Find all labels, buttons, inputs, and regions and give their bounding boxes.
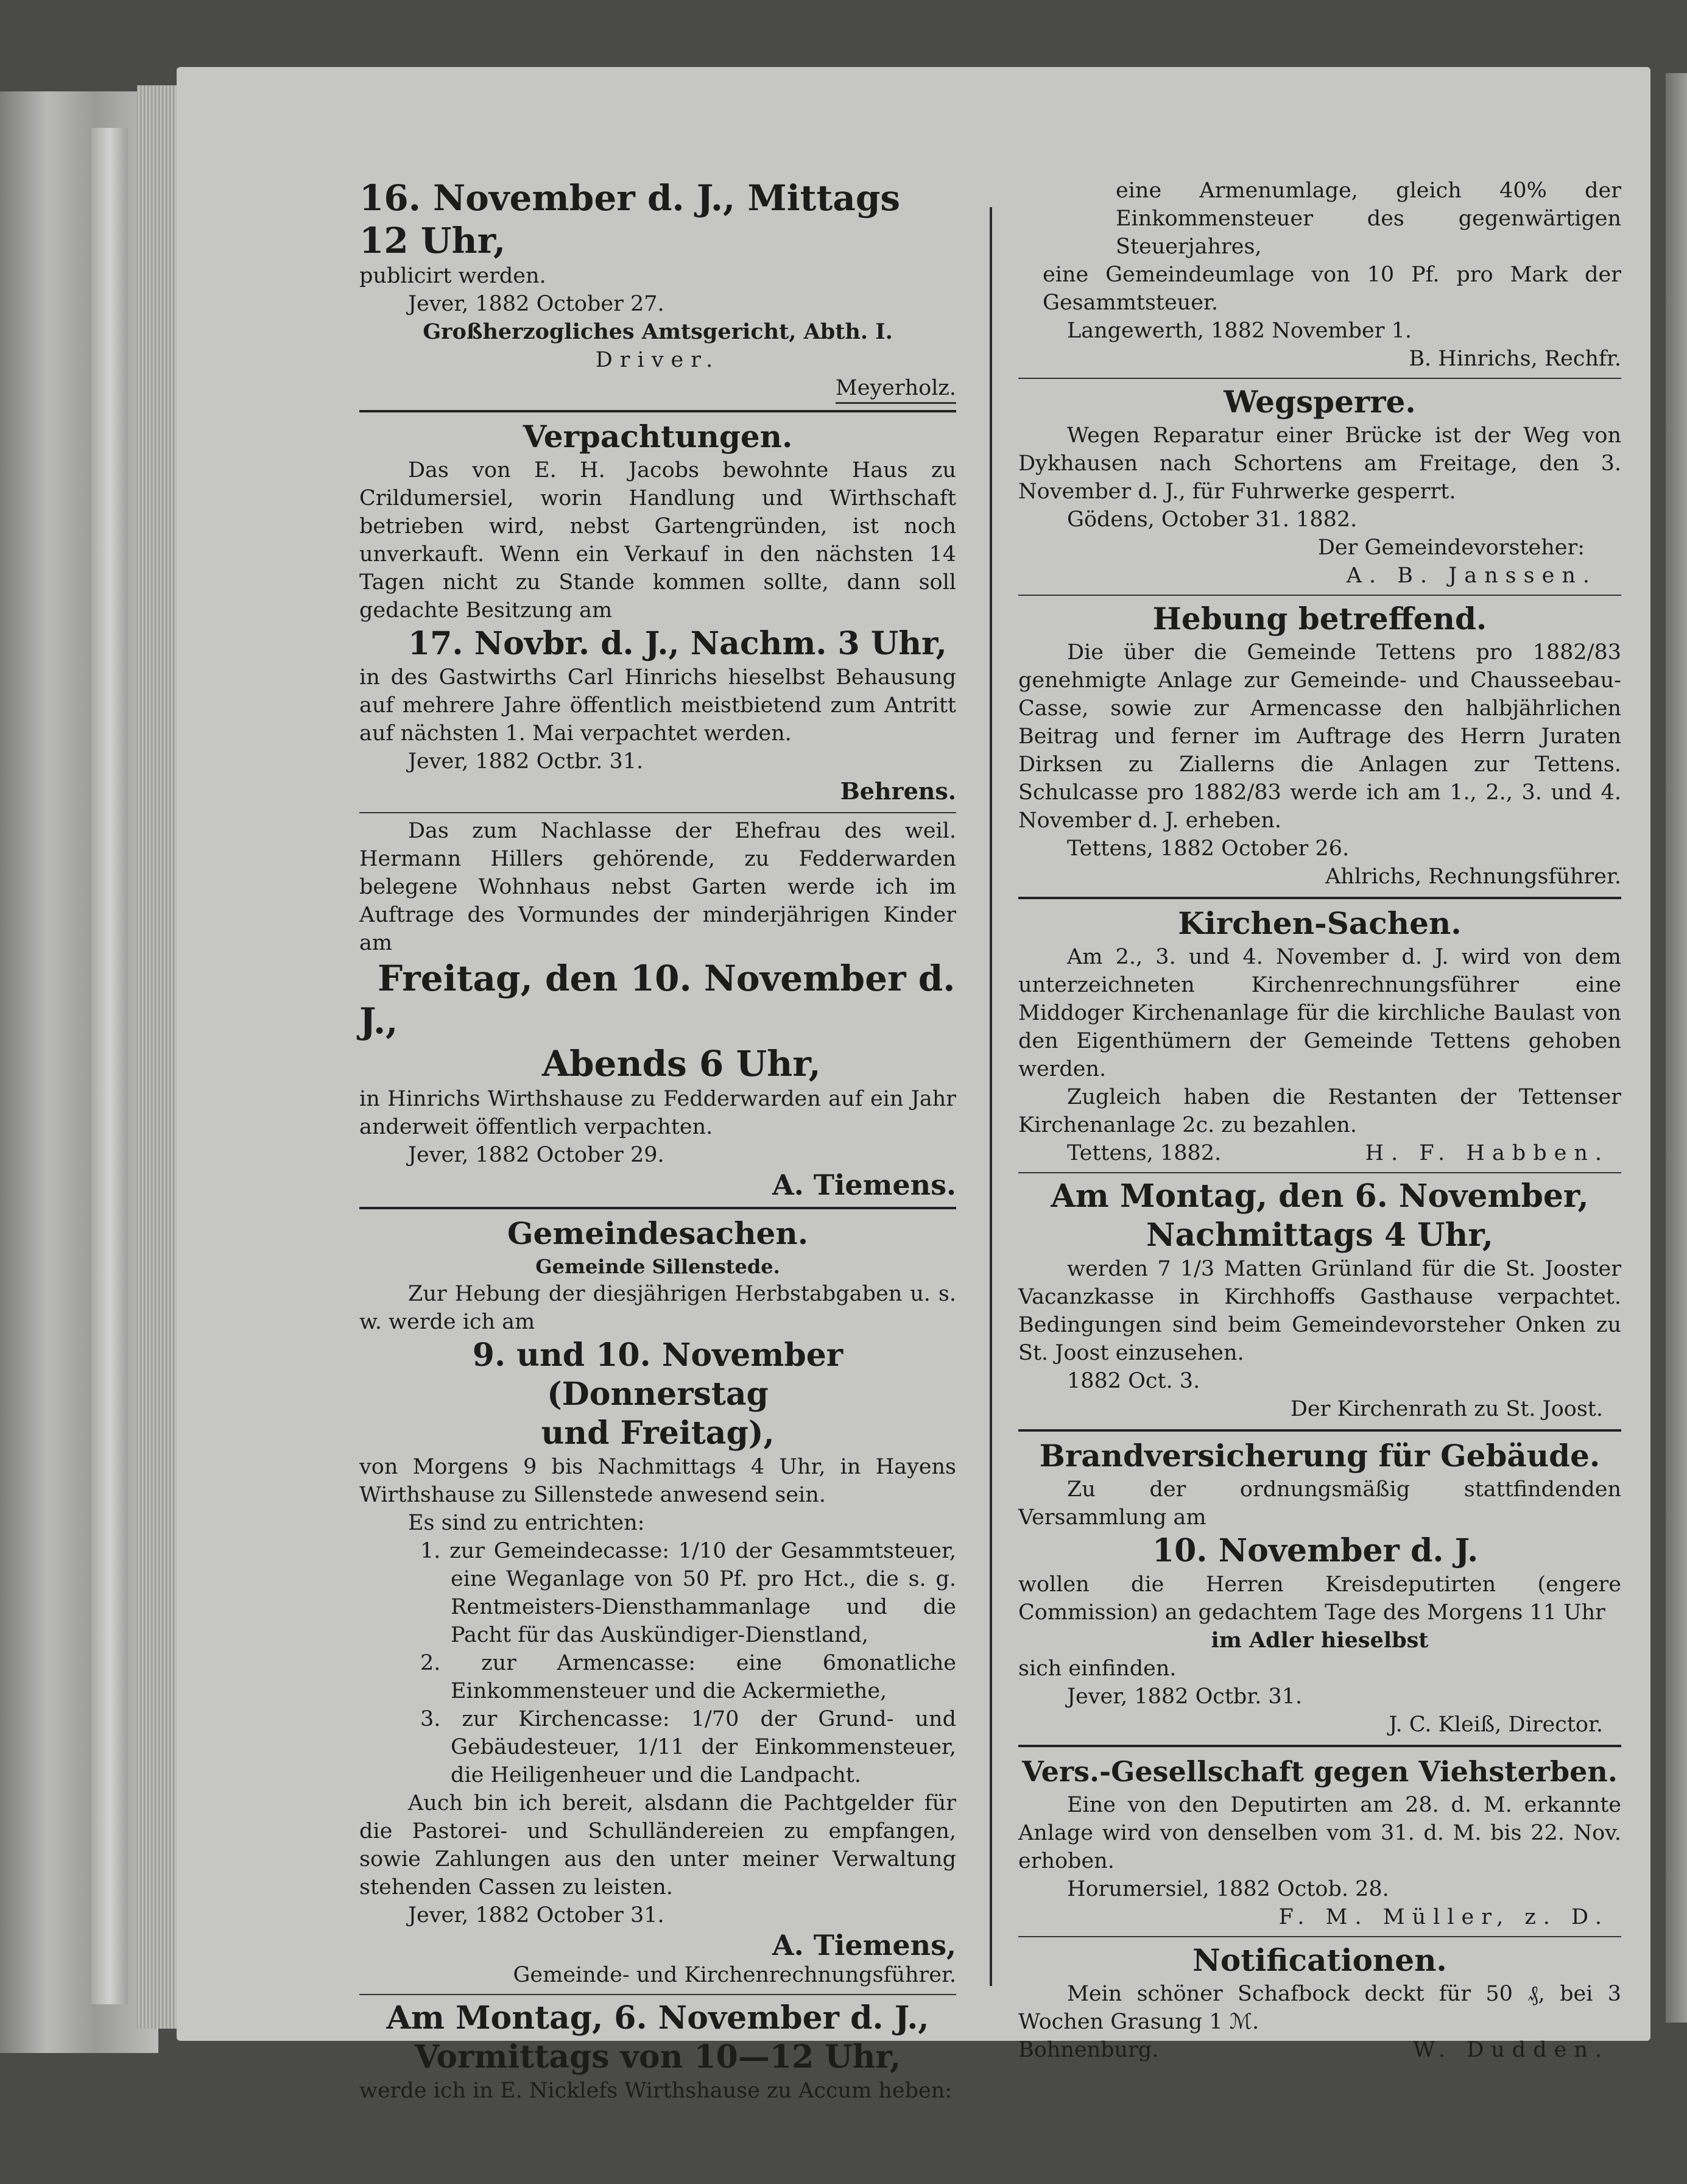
notice-signature: J. C. Kleiß, Director.: [1389, 1712, 1603, 1737]
notice-date-headline: und Freitag),: [541, 1415, 775, 1452]
notice-text: Zur Hebung der diesjährigen Herbstabgaben u. s. w. werde ich am: [359, 1282, 956, 1334]
notice-place-date: Tettens, 1882 October 26.: [1067, 836, 1350, 861]
notice-signature: Ahlrichs, Rechnungsführer.: [1325, 864, 1621, 889]
notice-rule: [359, 812, 956, 813]
notice-text: wollen die Herren Kreisdeputirten (engere Commission) an gedachtem Tage des Morgens 11 Uhr: [1018, 1572, 1621, 1625]
notice-signature: A. Tiemens,: [772, 1929, 956, 1962]
notice-text: werden 7 1/3 Matten Grünland für die St. Jooster Vacanzkasse in Kirchhoffs Gasthause verpachtet. Bedingungen sind beim Gemeindevorsteher Onken zu St. Joost einzusehen.: [1018, 1257, 1621, 1365]
notice-text: Das von E. H. Jacobs bewohnte Haus zu Crildumersiel, worin Handlung und Wirthschaft betrieben wird, nebst Gartengründen, ist noch unverkauft. Wenn ein Verkauf in den nächsten 14 Tagen nicht zu Stande kommen sollte, dann soll gedachte Besitzung am: [359, 458, 956, 623]
notice-place-date: Horumersiel, 1882 Octob. 28.: [1067, 1877, 1389, 1901]
next-page-edge: [1666, 73, 1687, 2023]
left-column: [359, 177, 956, 2105]
notice-text: Mein schöner Schafbock deckt für 50 ₰, bei 3 Wochen Grasung 1 ℳ.: [1018, 1982, 1621, 2034]
notice-signature: A. B. Janssen.: [1346, 564, 1597, 588]
notice-date-headline: 9. und 10. November (Donnerstag: [472, 1337, 844, 1413]
notice-text: Auch bin ich bereit, alsdann die Pachtgelder für die Pastorei- und Schulländereien zu empfangen, sowie Zahlungen aus den unter meiner Verwaltung stehenden Cassen zu leisten.: [359, 1791, 956, 1900]
notice-text: Die über die Gemeinde Tettens pro 1882/83 genehmigte Anlage zur Gemeinde- und Chausseebau-Casse, sowie zur Armencasse den halbjährlichen Beitrag und ferner im Auftrage des Herrn Juraten Dirksen zu Ziallerns die Anlagen zur Tettens. Schulcasse pro 1882/83 werde ich am 1., 2., 3. und 4. November d. J. erheben.: [1018, 640, 1621, 833]
book-edge-left: [0, 91, 158, 2053]
notice-rule: [1018, 378, 1621, 379]
notice-signature: Behrens.: [840, 777, 956, 805]
notice-signature: Der Kirchenrath zu St. Joost.: [1290, 1397, 1603, 1421]
notice-text: Das zum Nachlasse der Ehefrau des weil. Hermann Hillers gehörende, zu Fedderwarden belegene Wohnhaus nebst Garten werde ich im Auftrage des Vormundes der minderjährigen Kinder am: [359, 819, 956, 955]
notice-date-headline: 17. Novbr. d. J., Nachm. 3 Uhr,: [408, 625, 947, 662]
notice-place-date: Tettens, 1882.: [1067, 1141, 1222, 1165]
notice-rule: [1018, 1172, 1621, 1173]
notice-text: eine Gemeindeumlage von 10 Pf. pro Mark der Gesammtsteuer.: [1043, 263, 1621, 315]
notice-place-date: Jever, 1882 Octbr. 31.: [1067, 1684, 1303, 1709]
notice-rule: [1018, 595, 1621, 596]
notice-date-headline: Abends 6 Uhr,: [542, 1043, 821, 1084]
right-column: [1018, 177, 1621, 2064]
section-heading-hebung: Hebung betreffend.: [1152, 601, 1487, 637]
notice-signature: W. Dudden.: [1413, 2038, 1609, 2062]
notice-text: sich einfinden.: [1018, 1656, 1177, 1681]
notice-text: Zugleich haben die Restanten der Tettenser Kirchenanlage 2c. zu bezahlen.: [1018, 1085, 1621, 1137]
notice-rule: [359, 1994, 956, 1995]
notice-text: Zu der ordnungsmäßig stattfindenden Versammlung am: [1018, 1477, 1621, 1530]
notice-text: im Adler hieselbst: [1211, 1628, 1429, 1653]
court-name: Großherzogliches Amtsgericht, Abth. I.: [423, 319, 893, 344]
notice-text: in Hinrichs Wirthshause zu Fedderwarden auf ein Jahr anderweit öffentlich verpachten.: [359, 1087, 956, 1139]
section-rule: [1018, 1429, 1621, 1432]
notice-text: eine Armenumlage, gleich 40% der Einkommensteuer des gegenwärtigen Steuerjahres,: [1116, 178, 1621, 259]
list-item: 2. zur Armencasse: eine 6monatliche Einkommensteuer und die Ackermiethe,: [420, 1651, 956, 1703]
list-item: 1. zur Gemeindecasse: 1/10 der Gesammtsteuer, eine Weganlage von 50 Pf. pro Hct., die s. g. Rentmeisters-Diensthammanlage und die Pacht für das Auskündiger-Dienstland,: [420, 1539, 956, 1647]
notice-signature: F. M. Müller, z. D.: [1278, 1905, 1609, 1929]
section-heading-gemeindesachen: Gemeindesachen.: [507, 1215, 809, 1251]
book-spine: [91, 128, 128, 2004]
section-subheading: Gemeinde Sillenstede.: [535, 1255, 780, 1278]
notice-date-headline: Nachmittags 4 Uhr,: [1146, 1217, 1494, 1254]
notice-place-date: Jever, 1882 October 29.: [408, 1143, 664, 1167]
notice-text: Am 2., 3. und 4. November d. J. wird von dem unterzeichneten Kirchenrechnungsführer eine Middoger Kirchenanlage für die kirchliche Baulast von den Eigenthümern der Gemeinde Tettens gehoben werden.: [1018, 945, 1621, 1081]
list-item: 3. zur Kirchencasse: 1/70 der Grund- und Gebäudesteuer, 1/11 der Einkommensteuer, die Heiligenheuer und die Landpacht.: [420, 1707, 956, 1787]
section-rule: [1018, 897, 1621, 899]
notice-date-headline: Am Montag, den 6. November,: [1051, 1178, 1589, 1215]
notice-place-date: Jever, 1882 October 27.: [408, 292, 664, 316]
notice-text: Eine von den Deputirten am 28. d. M. erkannte Anlage wird von denselben vom 31. d. M. bis 22. Nov. erhoben.: [1018, 1793, 1621, 1873]
notice-signature-title: Gemeinde- und Kirchenrechnungsführer.: [513, 1963, 956, 1987]
section-heading-kirchen: Kirchen-Sachen.: [1178, 905, 1462, 941]
column-divider: [990, 207, 992, 1986]
notice-signature-title: Der Gemeindevorsteher:: [1317, 535, 1585, 560]
notice-signature: H. F. Habben.: [1365, 1141, 1609, 1165]
notice-place-date: Langewerth, 1882 November 1.: [1067, 319, 1412, 343]
notice-text: von Morgens 9 bis Nachmittags 4 Uhr, in Hayens Wirthshause zu Sillenstede anwesend sein.: [359, 1455, 956, 1507]
notice-date-headline: Freitag, den 10. November d. J.,: [359, 958, 956, 1042]
notice-signature: B. Hinrichs, Rechfr.: [1409, 347, 1621, 371]
section-heading-notificationen: Notificationen.: [1192, 1942, 1447, 1978]
notice-place-date: 1882 Oct. 3.: [1067, 1369, 1200, 1393]
signatory: Driver.: [595, 348, 720, 372]
notice-place-date: Jever, 1882 October 31.: [408, 1903, 664, 1928]
section-heading-brandversicherung: Brandversicherung für Gebäude.: [1039, 1438, 1601, 1474]
section-rule: [1018, 1745, 1621, 1747]
section-rule: [359, 410, 956, 412]
notice-text: Wegen Reparatur einer Brücke ist der Weg von Dykhausen nach Schortens am Freitage, den 3. November d. J., für Fuhrwerke gesperrt.: [1018, 423, 1621, 504]
notice-date-headline: 10. November d. J.: [1152, 1532, 1479, 1569]
notice-place-date: Gödens, October 31. 1882.: [1067, 507, 1358, 532]
notice-text: Es sind zu entrichten:: [408, 1511, 645, 1535]
notice-date-headline: Vormittags von 10—12 Uhr,: [414, 2038, 901, 2076]
section-heading-wegsperre: Wegsperre.: [1224, 384, 1416, 420]
notice-date-headline: 16. November d. J., Mittags 12 Uhr,: [359, 177, 901, 261]
section-heading-verpachtungen: Verpachtungen.: [523, 419, 793, 454]
notice-place-date: Jever, 1882 Octbr. 31.: [408, 749, 644, 774]
section-heading-viehsterben: Vers.-Gesellschaft gegen Viehsterben.: [1022, 1755, 1618, 1788]
notice-rule: [1018, 1936, 1621, 1937]
notice-date-headline: Am Montag, 6. November d. J.,: [386, 1999, 929, 2037]
notice-text: publicirt werden.: [359, 264, 546, 288]
signatory-clerk: Meyerholz.: [836, 374, 956, 404]
notice-signature: A. Tiemens.: [772, 1168, 956, 1201]
notice-text: in des Gastwirths Carl Hinrichs hieselbst Behausung auf mehrere Jahre öffentlich meistbietend zum Antritt auf nächsten 1. Mai verpachtet werden.: [359, 665, 956, 746]
notice-place-date: Bohnenburg.: [1018, 2038, 1159, 2062]
section-rule: [359, 1207, 956, 1209]
notice-text: werde ich in E. Nicklefs Wirthshause zu Accum heben:: [359, 2079, 953, 2103]
